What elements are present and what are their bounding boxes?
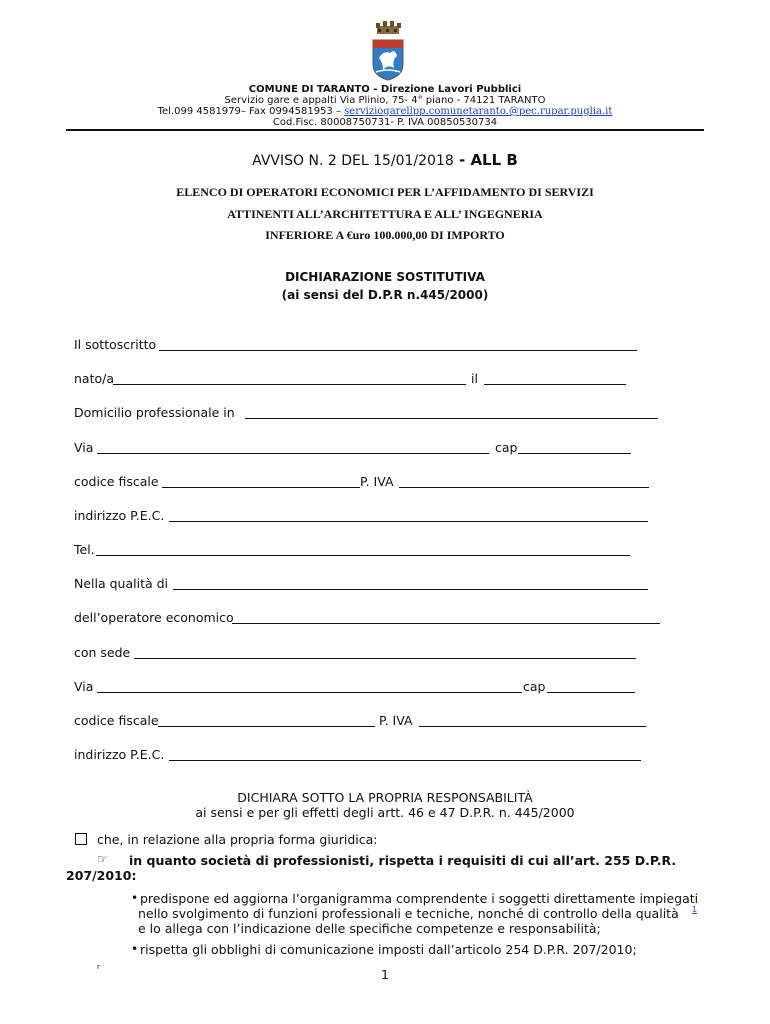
cap-blank[interactable] [518, 453, 631, 454]
pec-operatore-blank[interactable] [169, 760, 641, 761]
operatore-blank[interactable] [232, 623, 660, 624]
dichiarazione-subtitle: (ai sensi del D.P.R n.445/2000) [281, 288, 489, 302]
page-number: 1 [381, 967, 389, 982]
subtitle-line-3: INFERIORE A €uro 100.000,00 DI IMPORTO [265, 228, 505, 242]
comune-taranto-crest-logo [368, 20, 408, 82]
sottoscritto-label: Il sottoscritto [74, 337, 157, 352]
letterhead-title: COMUNE DI TARANTO - Direzione Lavori Pubblici [248, 84, 522, 95]
cap-sede-label: cap [523, 679, 546, 694]
subtitle-line-1: ELENCO DI OPERATORI ECONOMICI PER L’AFFIDAMENTO DI SERVIZI [176, 185, 594, 199]
pec-email-link[interactable]: serviziogarellpp.comunetaranto.@pec.rupar.puglia.it [344, 106, 613, 117]
codice-fiscale-label: codice fiscale [74, 474, 159, 489]
pointing-hand-icon: ☞ [97, 852, 108, 866]
bullet-icon: • [131, 942, 139, 956]
declaration-heading: DICHIARA SOTTO LA PROPRIA RESPONSABILITÀ [237, 790, 533, 805]
bullet-organigramma-line-2: nello svolgimento di funzioni professionali e tecniche, nonché di controllo della qualità [138, 906, 679, 921]
bullet-icon: • [131, 891, 139, 905]
via-label: Via [74, 440, 94, 455]
subtitle-line-2: ATTINENTI ALL’ARCHITETTURA E ALL’ INGEGNERIA [227, 207, 543, 221]
tel-label: Tel. [74, 542, 95, 557]
footer-mark: r [97, 963, 100, 971]
piva-operatore-label: P. IVA [379, 713, 413, 728]
domicilio-blank[interactable] [245, 418, 658, 419]
letterhead-address: Servizio gare e appalti Via Plinio, 75- 4° piano - 74121 TARANTO [224, 95, 546, 106]
operatore-label: dell’operatore economico [74, 610, 234, 625]
qualita-blank[interactable] [173, 589, 648, 590]
via-sede-label: Via [74, 679, 94, 694]
cap-label: cap [495, 440, 518, 455]
avviso-number: AVVISO N. 2 DEL 15/01/2018 [252, 153, 454, 169]
sottoscritto-blank[interactable] [159, 350, 637, 351]
bullet-comunicazione: rispetta gli obblighi di comunicazione imposti dall’articolo 254 D.P.R. 207/2010; [140, 942, 637, 957]
societa-professionisti-line-2: 207/2010: [66, 868, 137, 883]
footnote-link[interactable]: 1 [692, 905, 698, 914]
avviso-attachment: - ALL B [453, 151, 518, 169]
bullet-organigramma-line-1: predispone ed aggiorna l’organigramma comprendente i soggetti direttamente impiegati [140, 891, 699, 906]
piva-blank[interactable] [399, 487, 649, 488]
cap-sede-blank[interactable] [547, 692, 635, 693]
via-sede-blank[interactable] [97, 692, 522, 693]
letterhead-fiscal-codes: Cod.Fisc. 80008750731- P. IVA 00850530734 [272, 117, 498, 128]
codice-fiscale-operatore-blank[interactable] [158, 726, 375, 727]
data-nascita-blank[interactable] [484, 384, 626, 385]
qualita-label: Nella qualità di [74, 576, 169, 591]
forma-giuridica-checkbox[interactable] [75, 833, 87, 845]
bullet-organigramma-line-3: e lo allega con l’indicazione delle specifiche competenze e responsabilità; [138, 921, 601, 936]
domicilio-label: Domicilio professionale in [74, 405, 235, 420]
header-divider [66, 129, 704, 131]
pec-operatore-label: indirizzo P.E.C. [74, 747, 165, 762]
letterhead-phone-fax: Tel.099 4581979– Fax 0994581953 – [157, 106, 345, 117]
nato-label: nato/a [74, 371, 115, 386]
codice-fiscale-blank[interactable] [162, 487, 360, 488]
declaration-reference: ai sensi e per gli effetti degli artt. 46 e 47 D.P.R. n. 445/2000 [195, 805, 575, 820]
il-label: il [471, 371, 478, 386]
sede-label: con sede [74, 645, 131, 660]
dichiarazione-title: DICHIARAZIONE SOSTITUTIVA [285, 270, 485, 284]
sede-blank[interactable] [134, 658, 636, 659]
piva-operatore-blank[interactable] [419, 726, 646, 727]
nato-blank[interactable] [113, 384, 466, 385]
piva-label: P. IVA [360, 474, 394, 489]
forma-giuridica-label: che, in relazione alla propria forma giuridica: [97, 832, 378, 847]
via-blank[interactable] [97, 453, 489, 454]
pec-label: indirizzo P.E.C. [74, 508, 165, 523]
societa-professionisti-line-1: in quanto società di professionisti, rispetta i requisiti di cui all’art. 255 D.P.R. [129, 853, 677, 868]
pec-blank[interactable] [169, 521, 648, 522]
avviso-title [0, 151, 770, 169]
codice-fiscale-operatore-label: codice fiscale [74, 713, 159, 728]
tel-blank[interactable] [96, 555, 630, 556]
